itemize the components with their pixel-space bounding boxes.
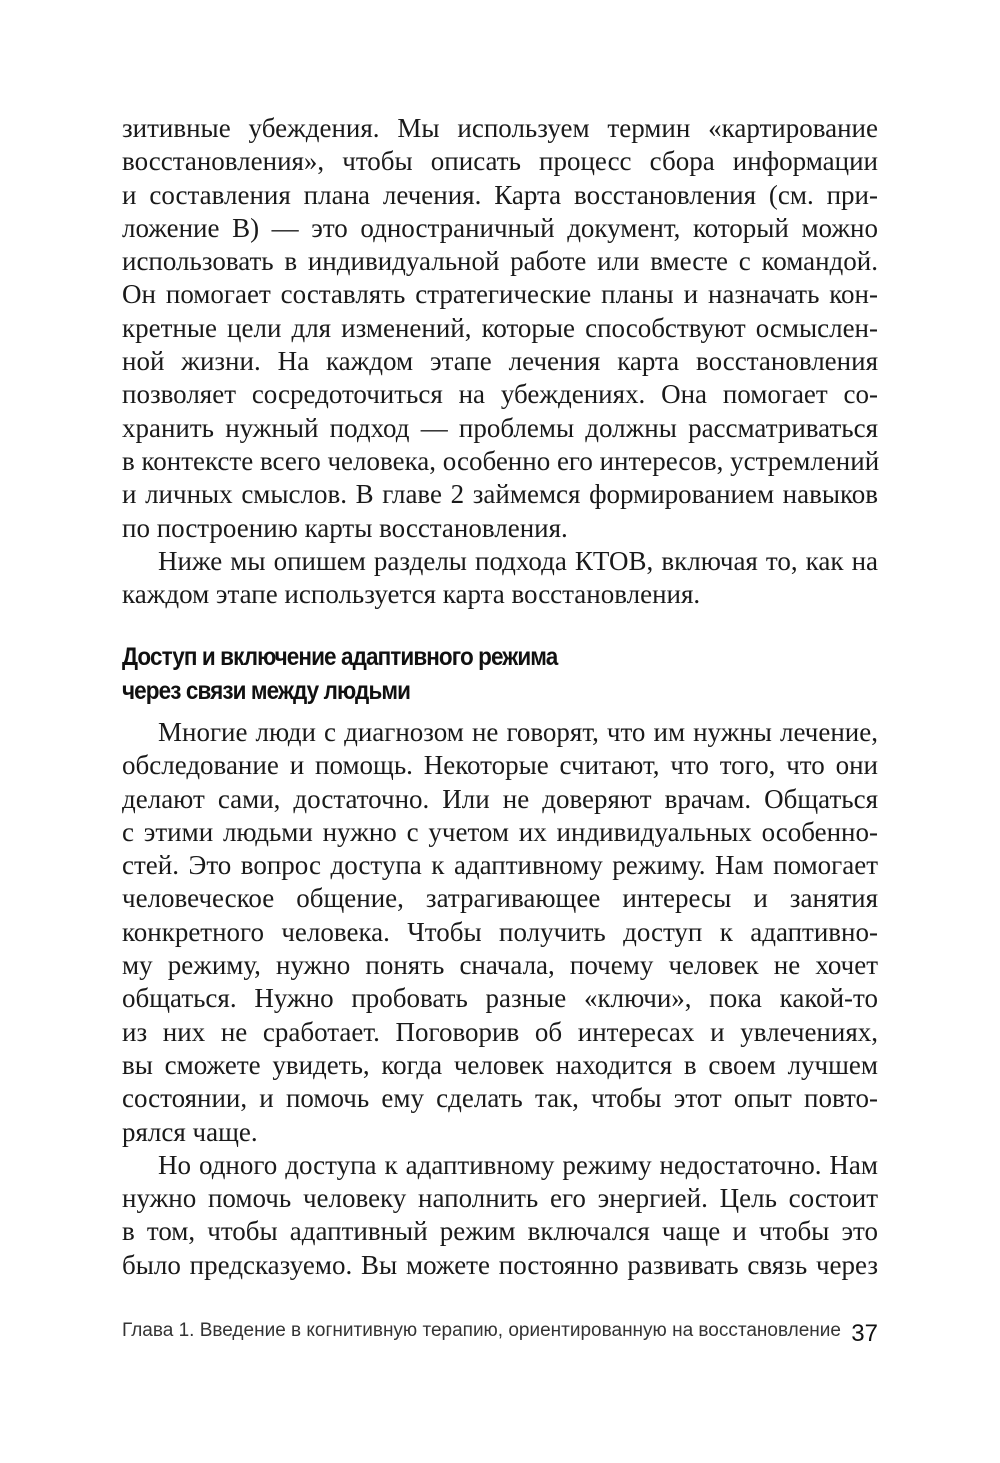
text-line: Он помогает составлять стратегические планы и назначать кон-: [122, 279, 878, 310]
text-line: му режиму, нужно понять сначала, почему человек не хочет: [122, 950, 878, 981]
text-line: рялся чаще.: [122, 1116, 258, 1147]
text-line: обследование и помощь. Некоторые считают, что того, что они: [122, 750, 878, 781]
text-line: кретные цели для изменений, которые способствуют осмыслен-: [122, 312, 878, 343]
text-line: было предсказуемо. Вы можете постоянно развивать связь через: [122, 1249, 878, 1280]
text-line: и личных смыслов. В главе 2 займемся формированием навыков: [122, 479, 878, 510]
text-line: Многие люди с диагнозом не говорят, что им нужны лечение,: [158, 717, 878, 747]
text-line: из них не сработает. Поговорив об интересах и увлечениях,: [122, 1016, 878, 1047]
text-line: конкретного человека. Чтобы получить доступ к адаптивно-: [122, 916, 878, 947]
text-line: стей. Это вопрос доступа к адаптивному режиму. Нам помогает: [122, 850, 878, 881]
text-line: ложение В) — это одностраничный документ, который можно: [122, 212, 878, 243]
running-title: Глава 1. Введение в когнитивную терапию, ориентированную на восстановление: [122, 1320, 841, 1341]
text-line: каждом этапе используется карта восстановления.: [122, 579, 701, 610]
text-line: Ниже мы опишем разделы подхода КТОВ, включая то, как на: [158, 545, 878, 576]
text-line: в том, чтобы адаптивный режим включался чаще и чтобы это: [122, 1216, 878, 1247]
text-line: использовать в индивидуальной работе или вместе с командой.: [122, 246, 878, 277]
page-number: 37: [851, 1320, 878, 1347]
page-footer: [122, 1320, 878, 1348]
text-line: общаться. Нужно пробовать разные «ключи», пока какой-то: [122, 983, 878, 1014]
text-line: по построению карты восстановления.: [122, 512, 568, 543]
text-line: восстановления», чтобы описать процесс сбора информации: [122, 146, 878, 177]
text-line: вы сможете увидеть, когда человек находится в своем лучшем: [122, 1049, 878, 1080]
text-line: человеческое общение, затрагивающее интересы и занятия: [122, 883, 878, 914]
heading-line: Доступ и включение адаптивного режима: [122, 643, 558, 671]
text-line: ной жизни. На каждом этапе лечения карта восстановления: [122, 346, 878, 377]
heading-line: через связи между людьми: [122, 677, 411, 705]
text-line: делают сами, достаточно. Или не доверяют врачам. Общаться: [122, 783, 878, 814]
text-line: состоянии, и помочь ему сделать так, чтобы этот опыт повто-: [122, 1083, 878, 1114]
body-text-section: [122, 716, 878, 1282]
text-line: Но одного доступа к адаптивному режиму недостаточно. Нам: [158, 1149, 878, 1180]
text-line: нужно помочь человеку наполнить его энергией. Цель состоит: [122, 1183, 878, 1214]
text-line: зитивные убеждения. Мы используем термин «картирование: [122, 113, 878, 143]
text-line: с этими людьми нужно с учетом их индивидуальных особенно-: [122, 816, 878, 847]
text-line: в контексте всего человека, особенно его интересов, устремлений: [122, 445, 880, 476]
text-line: позволяет сосредоточиться на убеждениях. Она помогает со-: [122, 379, 878, 410]
section-heading: [122, 640, 878, 708]
body-text-top: [122, 112, 878, 611]
text-line: хранить нужный подход — проблемы должны рассматриваться: [122, 412, 878, 443]
text-line: и составления плана лечения. Карта восстановления (см. при-: [122, 179, 878, 210]
